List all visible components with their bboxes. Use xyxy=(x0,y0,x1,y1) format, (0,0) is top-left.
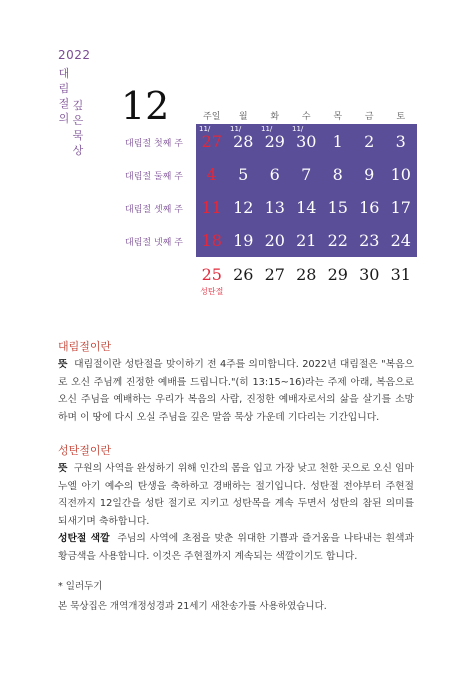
vertical-char: 림 xyxy=(58,82,70,95)
calendar-day: 13 xyxy=(264,198,285,217)
vertical-char: 깊 xyxy=(72,99,84,112)
calendar-day: 1 xyxy=(332,132,343,151)
vertical-char: 대 xyxy=(58,67,70,80)
vertical-char: 의 xyxy=(58,112,70,125)
calendar-day: 15 xyxy=(327,198,348,217)
calendar-day: 30 xyxy=(296,132,317,151)
calendar-day: 20 xyxy=(264,231,285,250)
month-prefix: 11/ xyxy=(199,125,211,133)
calendar-day: 16 xyxy=(359,198,380,217)
christmas-label: 성탄절 xyxy=(200,287,224,296)
week-label-4: 대림절 넷째 주 xyxy=(125,238,183,248)
year-label: 2022 xyxy=(58,48,91,62)
week-label-2: 대림절 둘째 주 xyxy=(125,172,183,182)
month-prefix: 11/ xyxy=(261,125,273,133)
weekday-label: 목 xyxy=(333,112,343,122)
vertical-char: 묵 xyxy=(72,129,84,142)
christmas-term: 뜻 xyxy=(58,463,68,474)
calendar-day: 11 xyxy=(201,198,222,217)
calendar-day: 7 xyxy=(301,165,312,184)
vertical-char: 상 xyxy=(72,144,84,157)
calendar-day: 10 xyxy=(390,165,411,184)
calendar-day: 28 xyxy=(296,265,317,284)
christmas-color-term: 성탄절 색깔 xyxy=(58,533,110,544)
calendar-day: 12 xyxy=(233,198,254,217)
calendar-day: 6 xyxy=(269,165,280,184)
week-label-3: 대림절 셋째 주 xyxy=(125,205,183,215)
calendar-day: 24 xyxy=(390,231,411,250)
calendar-day: 27 xyxy=(201,132,222,151)
calendar-day: 27 xyxy=(264,265,285,284)
advent-section-title: 대림절이란 xyxy=(58,340,112,353)
calendar-day: 21 xyxy=(296,231,317,250)
month-number: 12 xyxy=(121,84,170,128)
calendar-day: 17 xyxy=(390,198,411,217)
calendar-day: 4 xyxy=(206,165,217,184)
note-title: * 일러두기 xyxy=(58,581,103,592)
calendar-day: 22 xyxy=(327,231,348,250)
christmas-paragraph xyxy=(58,460,414,565)
calendar-day: 29 xyxy=(264,132,285,151)
calendar-day: 9 xyxy=(364,165,375,184)
calendar-day: 29 xyxy=(327,265,348,284)
vertical-char: 은 xyxy=(72,114,84,127)
month-prefix: 11/ xyxy=(230,125,242,133)
weekday-label: 화 xyxy=(270,112,280,122)
vertical-title-col1 xyxy=(58,66,70,126)
calendar-day: 2 xyxy=(364,132,375,151)
calendar-day: 3 xyxy=(395,132,406,151)
weekday-header xyxy=(196,109,417,125)
vertical-char: 절 xyxy=(58,97,70,110)
week-label-1: 대림절 첫째 주 xyxy=(125,139,183,149)
calendar-day: 5 xyxy=(238,165,249,184)
weekday-label: 월 xyxy=(238,112,248,122)
weekday-label: 토 xyxy=(396,112,406,122)
month-prefix: 11/ xyxy=(292,125,304,133)
advent-text: 대림절이란 성탄절을 맞이하기 전 4주를 의미합니다. 2022년 대림절은 "복음으로 오신 주님께 진정한 예배를 드립니다."(히 13:15~16)라는 주제 아래, 복음으로 오신 주님을 예배하는 우리가 복음의 사람, 진정한 예배자로서의 삶을 살기를 소망하며 이 땅에 다시 오실 주님을 깊은 말씀 묵상 가운데 기다리는 기간입니다. xyxy=(58,359,415,423)
calendar-day: 25 xyxy=(201,265,222,284)
advent-paragraph xyxy=(58,356,414,426)
advent-term: 뜻 xyxy=(58,359,68,370)
calendar-day: 26 xyxy=(233,265,254,284)
christmas-color-text: 주님의 사역에 초점을 맞춘 위대한 기쁨과 즐거움을 나타내는 흰색과 황금색을 사용합니다. 이것은 주현절까지 계속되는 색깔이기도 합니다. xyxy=(58,533,414,562)
calendar-day: 8 xyxy=(332,165,343,184)
calendar-day: 18 xyxy=(201,231,222,250)
calendar-day: 19 xyxy=(233,231,254,250)
weekday-label: 금 xyxy=(364,112,374,122)
note-text: 본 묵상집은 개역개정성경과 21세기 새찬송가를 사용하였습니다. xyxy=(58,601,327,612)
vertical-title-col2 xyxy=(72,98,84,158)
calendar-day: 28 xyxy=(233,132,254,151)
weekday-label: 주일 xyxy=(203,112,221,122)
calendar-day: 23 xyxy=(359,231,380,250)
calendar-day: 14 xyxy=(296,198,317,217)
christmas-section-title: 성탄절이란 xyxy=(58,444,112,457)
calendar-day: 31 xyxy=(390,265,411,284)
calendar-day: 30 xyxy=(359,265,380,284)
christmas-text: 구원의 사역을 완성하기 위해 인간의 몸을 입고 가장 낮고 천한 곳으로 오신 임마누엘 아기 예수의 탄생을 축하하고 경배하는 절기입니다. 성탄절 전야부터 주현절 직전까지 12일간을 성탄 절기로 지키고 성탄목을 계속 두면서 성탄의 참된 의미를 되새기며 축하합니다. xyxy=(58,463,414,527)
weekday-label: 수 xyxy=(301,112,311,122)
